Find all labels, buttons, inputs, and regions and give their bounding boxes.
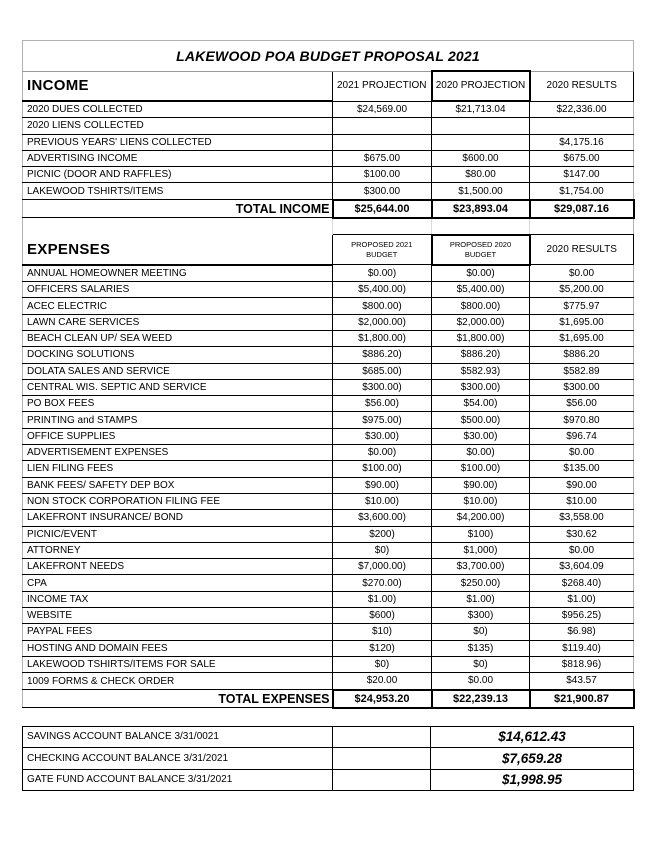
balance-value: $1,998.95 [431, 769, 634, 791]
balance-empty-cell [333, 726, 431, 748]
expense-row-label: CENTRAL WIS. SEPTIC AND SERVICE [23, 379, 333, 395]
expense-row [23, 428, 634, 444]
income-2020-projection-value: $80.00 [432, 167, 530, 183]
income-row [23, 167, 634, 183]
balance-row-label: SAVINGS ACCOUNT BALANCE 3/31/0021 [23, 726, 333, 748]
expense-2020-results-value: $970.80 [530, 412, 634, 428]
expense-2020-results-value: $3,558.00 [530, 510, 634, 526]
income-2021-projection-value: $24,569.00 [333, 101, 432, 118]
expense-proposed-2020-value: $5,400.00) [432, 282, 530, 298]
expense-row-label: ATTORNEY [23, 542, 333, 558]
expense-row-label: BEACH CLEAN UP/ SEA WEED [23, 330, 333, 346]
expense-2020-results-value: $96.74 [530, 428, 634, 444]
expense-row-label: ANNUAL HOMEOWNER MEETING [23, 265, 333, 282]
expense-proposed-2021-value: $600) [333, 608, 432, 624]
expense-row-label: 1009 FORMS & CHECK ORDER [23, 673, 333, 690]
balance-row [23, 726, 634, 748]
expense-proposed-2020-value: $300.00) [432, 379, 530, 395]
income-row [23, 150, 634, 166]
expense-row-label: OFFICE SUPPLIES [23, 428, 333, 444]
expense-proposed-2021-value: $30.00) [333, 428, 432, 444]
expense-row-label: LAKEWOOD TSHIRTS/ITEMS FOR SALE [23, 656, 333, 672]
total-income-2020-projection: $23,893.04 [432, 200, 530, 218]
expense-proposed-2021-value: $0) [333, 542, 432, 558]
expense-proposed-2021-value: $200) [333, 526, 432, 542]
balance-row [23, 769, 634, 791]
expense-row [23, 461, 634, 477]
page-title: LAKEWOOD POA BUDGET PROPOSAL 2021 [23, 41, 634, 72]
expense-2020-results-value: $6.98) [530, 624, 634, 640]
income-2020-results-value: $22,336.00 [530, 101, 634, 118]
expense-row [23, 673, 634, 690]
expense-proposed-2021-value: $0.00) [333, 445, 432, 461]
income-row-label: LAKEWOOD TSHIRTS/ITEMS [23, 183, 333, 200]
income-row-label: 2020 LIENS COLLECTED [23, 118, 333, 134]
expense-2020-results-value: $300.00 [530, 379, 634, 395]
expense-proposed-2020-value: $250.00) [432, 575, 530, 591]
income-col-header-2020-results: 2020 RESULTS [530, 71, 634, 101]
expense-proposed-2021-value: $0) [333, 656, 432, 672]
expenses-header-row [23, 235, 634, 265]
expense-row [23, 559, 634, 575]
balance-value: $7,659.28 [431, 748, 634, 770]
expense-2020-results-value: $1,695.00 [530, 314, 634, 330]
income-2021-projection-value: $300.00 [333, 183, 432, 200]
income-row [23, 101, 634, 118]
expense-row-label: LAKEFRONT NEEDS [23, 559, 333, 575]
income-2020-results-value: $675.00 [530, 150, 634, 166]
budget-sheet [22, 40, 633, 791]
expense-row-label: ADVERTISEMENT EXPENSES [23, 445, 333, 461]
expense-proposed-2021-value: $270.00) [333, 575, 432, 591]
expense-proposed-2020-value: $4,200.00) [432, 510, 530, 526]
expense-proposed-2020-value: $1,000) [432, 542, 530, 558]
income-2020-results-value: $147.00 [530, 167, 634, 183]
expense-2020-results-value: $3,604.09 [530, 559, 634, 575]
expense-row-label: OFFICERS SALARIES [23, 282, 333, 298]
expense-row-label: PAYPAL FEES [23, 624, 333, 640]
expense-proposed-2021-value: $685.00) [333, 363, 432, 379]
expense-proposed-2020-value: $0.00 [432, 673, 530, 690]
expense-proposed-2021-value: $20.00 [333, 673, 432, 690]
expense-proposed-2021-value: $90.00) [333, 477, 432, 493]
income-2021-projection-value [333, 134, 432, 150]
balance-empty-cell [333, 769, 431, 791]
expense-row-label: NON STOCK CORPORATION FILING FEE [23, 493, 333, 509]
balance-row [23, 748, 634, 770]
income-row [23, 118, 634, 134]
total-expenses-2020-results: $21,900.87 [530, 690, 634, 708]
expense-proposed-2021-value: $300.00) [333, 379, 432, 395]
expense-2020-results-value: $1,695.00 [530, 330, 634, 346]
income-2020-projection-value: $1,500.00 [432, 183, 530, 200]
expense-2020-results-value: $956.25) [530, 608, 634, 624]
income-2021-projection-value: $675.00 [333, 150, 432, 166]
expense-row [23, 510, 634, 526]
expense-proposed-2021-value: $2,000.00) [333, 314, 432, 330]
expense-row [23, 445, 634, 461]
expense-row [23, 347, 634, 363]
total-expenses-label: TOTAL EXPENSES [23, 690, 333, 708]
expense-proposed-2021-value: $3,600.00) [333, 510, 432, 526]
balance-value: $14,612.43 [431, 726, 634, 748]
expense-2020-results-value: $886.20 [530, 347, 634, 363]
expense-row-label: LAWN CARE SERVICES [23, 314, 333, 330]
expense-proposed-2021-value: $10.00) [333, 493, 432, 509]
expense-proposed-2020-value: $30.00) [432, 428, 530, 444]
expense-2020-results-value: $0.00 [530, 265, 634, 282]
expense-2020-results-value: $5,200.00 [530, 282, 634, 298]
balance-empty-cell [333, 748, 431, 770]
expense-2020-results-value: $135.00 [530, 461, 634, 477]
expense-proposed-2021-value: $100.00) [333, 461, 432, 477]
expense-row [23, 282, 634, 298]
income-2021-projection-value: $100.00 [333, 167, 432, 183]
expense-proposed-2021-value: $1.00) [333, 591, 432, 607]
income-col-header-2020-projection: 2020 PROJECTION [432, 71, 530, 101]
expense-proposed-2020-value: $1,800.00) [432, 330, 530, 346]
expense-proposed-2020-value: $0) [432, 656, 530, 672]
total-income-label: TOTAL INCOME [23, 200, 333, 218]
expense-proposed-2021-value: $120) [333, 640, 432, 656]
expense-proposed-2021-value: $7,000.00) [333, 559, 432, 575]
expense-proposed-2021-value: $56.00) [333, 396, 432, 412]
expense-row-label: BANK FEES/ SAFETY DEP BOX [23, 477, 333, 493]
expense-row [23, 575, 634, 591]
expense-2020-results-value: $818.96) [530, 656, 634, 672]
expense-row [23, 542, 634, 558]
expenses-col-header-2020-results: 2020 RESULTS [530, 235, 634, 265]
expense-2020-results-value: $10.00 [530, 493, 634, 509]
account-balances-table [22, 726, 634, 792]
expenses-col-header-proposed-2021: PROPOSED 2021 BUDGET [333, 235, 432, 265]
total-expenses-proposed-2021: $24,953.20 [333, 690, 432, 708]
income-2020-results-value [530, 118, 634, 134]
budget-main-table [22, 40, 635, 709]
expense-proposed-2020-value: $90.00) [432, 477, 530, 493]
balance-row-label: CHECKING ACCOUNT BALANCE 3/31/2021 [23, 748, 333, 770]
expense-row-label: WEBSITE [23, 608, 333, 624]
expense-2020-results-value: $90.00 [530, 477, 634, 493]
balance-rows [23, 726, 634, 791]
expense-proposed-2020-value: $0) [432, 624, 530, 640]
income-row-label: PREVIOUS YEARS' LIENS COLLECTED [23, 134, 333, 150]
expense-row [23, 298, 634, 314]
income-2020-projection-value [432, 118, 530, 134]
expense-proposed-2020-value: $100.00) [432, 461, 530, 477]
total-income-2020-results: $29,087.16 [530, 200, 634, 218]
expense-row [23, 608, 634, 624]
expense-row [23, 656, 634, 672]
expense-row [23, 314, 634, 330]
expense-proposed-2020-value: $3,700.00) [432, 559, 530, 575]
total-expenses-row [23, 690, 634, 708]
expense-row-label: ACEC ELECTRIC [23, 298, 333, 314]
expense-2020-results-value: $0.00 [530, 445, 634, 461]
income-2020-projection-value [432, 134, 530, 150]
expense-row-label: DOCKING SOLUTIONS [23, 347, 333, 363]
expense-2020-results-value: $1.00) [530, 591, 634, 607]
expense-proposed-2020-value: $500.00) [432, 412, 530, 428]
expense-proposed-2021-value: $5,400.00) [333, 282, 432, 298]
expense-row [23, 477, 634, 493]
expense-proposed-2020-value: $886.20) [432, 347, 530, 363]
expense-row-label: HOSTING AND DOMAIN FEES [23, 640, 333, 656]
expense-row-label: DOLATA SALES AND SERVICE [23, 363, 333, 379]
expense-proposed-2020-value: $54.00) [432, 396, 530, 412]
expense-row-label: LAKEFRONT INSURANCE/ BOND [23, 510, 333, 526]
income-header-row [23, 71, 634, 101]
income-row-label: PICNIC (DOOR AND RAFFLES) [23, 167, 333, 183]
expense-2020-results-value: $56.00 [530, 396, 634, 412]
expense-2020-results-value: $775.97 [530, 298, 634, 314]
expense-row [23, 640, 634, 656]
total-income-2021-projection: $25,644.00 [333, 200, 432, 218]
income-2020-projection-value: $21,713.04 [432, 101, 530, 118]
expense-2020-results-value: $30.62 [530, 526, 634, 542]
income-rows [23, 101, 634, 200]
expense-proposed-2021-value: $975.00) [333, 412, 432, 428]
expense-proposed-2020-value: $10.00) [432, 493, 530, 509]
expense-proposed-2020-value: $800.00) [432, 298, 530, 314]
expense-row [23, 526, 634, 542]
income-row [23, 183, 634, 200]
expense-proposed-2021-value: $800.00) [333, 298, 432, 314]
expense-proposed-2020-value: $135) [432, 640, 530, 656]
income-2020-results-value: $1,754.00 [530, 183, 634, 200]
expense-row [23, 493, 634, 509]
expenses-section-label: EXPENSES [23, 235, 333, 265]
total-income-row [23, 200, 634, 218]
income-row-label: 2020 DUES COLLECTED [23, 101, 333, 118]
total-expenses-proposed-2020: $22,239.13 [432, 690, 530, 708]
expense-proposed-2020-value: $582.93) [432, 363, 530, 379]
expense-proposed-2021-value: $886.20) [333, 347, 432, 363]
expense-proposed-2020-value: $2,000.00) [432, 314, 530, 330]
income-2020-results-value: $4,175.16 [530, 134, 634, 150]
expense-proposed-2020-value: $100) [432, 526, 530, 542]
expense-row-label: PRINTING and STAMPS [23, 412, 333, 428]
expense-row-label: INCOME TAX [23, 591, 333, 607]
expense-2020-results-value: $582.89 [530, 363, 634, 379]
expense-row [23, 363, 634, 379]
expense-2020-results-value: $43.57 [530, 673, 634, 690]
expense-2020-results-value: $119.40) [530, 640, 634, 656]
expense-proposed-2020-value: $1.00) [432, 591, 530, 607]
income-section-label: INCOME [23, 71, 333, 101]
income-row [23, 134, 634, 150]
expense-row [23, 265, 634, 282]
expense-2020-results-value: $0.00 [530, 542, 634, 558]
expense-proposed-2021-value: $10) [333, 624, 432, 640]
expense-row [23, 396, 634, 412]
expense-proposed-2020-value: $0.00) [432, 445, 530, 461]
expense-row [23, 379, 634, 395]
expense-row-label: CPA [23, 575, 333, 591]
expense-row [23, 591, 634, 607]
expense-proposed-2021-value: $0.00) [333, 265, 432, 282]
expense-row-label: LIEN FILING FEES [23, 461, 333, 477]
expense-rows [23, 265, 634, 690]
title-row [23, 41, 634, 72]
income-2021-projection-value [333, 118, 432, 134]
expense-proposed-2020-value: $0.00) [432, 265, 530, 282]
income-2020-projection-value: $600.00 [432, 150, 530, 166]
expense-proposed-2020-value: $300) [432, 608, 530, 624]
balance-row-label: GATE FUND ACCOUNT BALANCE 3/31/2021 [23, 769, 333, 791]
expense-row-label: PO BOX FEES [23, 396, 333, 412]
expense-row-label: PICNIC/EVENT [23, 526, 333, 542]
expense-row [23, 330, 634, 346]
expense-proposed-2021-value: $1,800.00) [333, 330, 432, 346]
income-col-header-2021-projection: 2021 PROJECTION [333, 71, 432, 101]
expenses-col-header-proposed-2020: PROPOSED 2020 BUDGET [432, 235, 530, 265]
expense-2020-results-value: $268.40) [530, 575, 634, 591]
expense-row [23, 624, 634, 640]
income-row-label: ADVERTISING INCOME [23, 150, 333, 166]
expense-row [23, 412, 634, 428]
spacer-row [23, 218, 634, 235]
